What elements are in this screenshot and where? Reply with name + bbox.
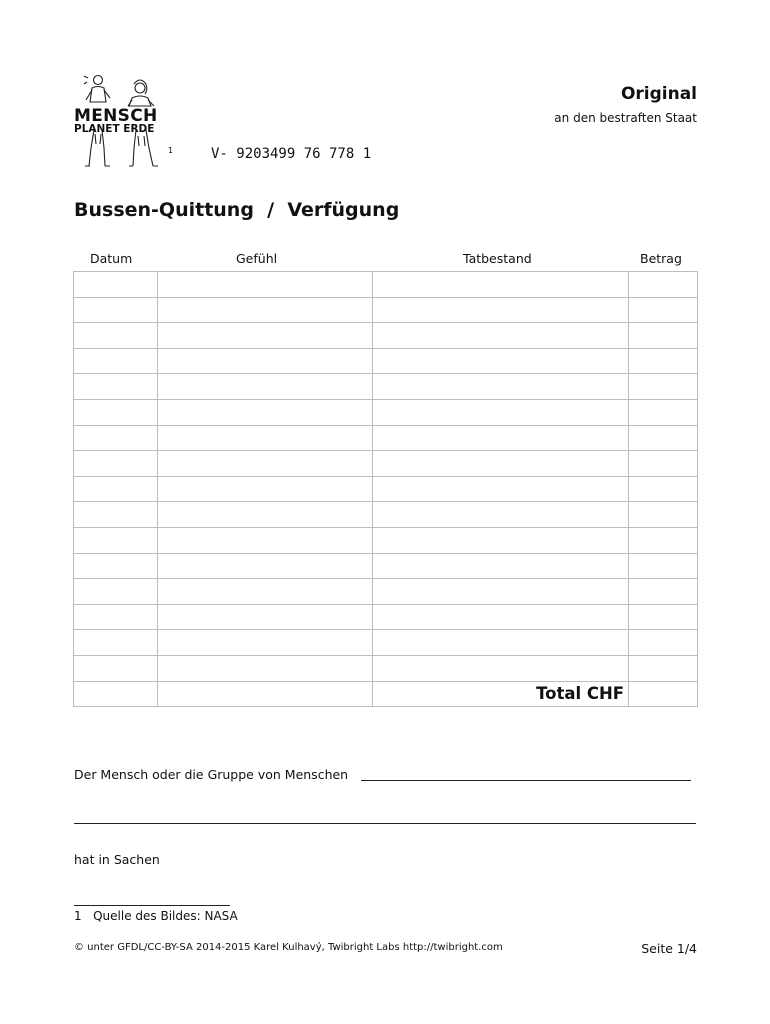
table-row: [74, 553, 698, 579]
table-cell-betrag[interactable]: [629, 604, 698, 630]
table-cell-betrag[interactable]: [629, 553, 698, 579]
table-cell-gefuehl[interactable]: [157, 630, 373, 656]
table-cell-gefuehl[interactable]: [157, 323, 373, 349]
table-cell-gefuehl[interactable]: [157, 527, 373, 553]
table-cell-gefuehl[interactable]: [157, 425, 373, 451]
recipient-label: an den bestraften Staat: [554, 111, 697, 125]
table-cell-gefuehl[interactable]: [157, 579, 373, 605]
table-cell-betrag[interactable]: [629, 451, 698, 477]
logo-subtitle: PLANET ERDE: [74, 123, 155, 135]
footnote-number: 1: [74, 909, 82, 923]
table-cell-betrag[interactable]: [629, 502, 698, 528]
table-cell-gefuehl[interactable]: [157, 502, 373, 528]
table-row: [74, 425, 698, 451]
table-row: [74, 630, 698, 656]
fine-table: [73, 271, 698, 707]
table-cell-betrag[interactable]: [629, 579, 698, 605]
table-cell-datum[interactable]: [74, 425, 158, 451]
table-cell-datum[interactable]: [74, 451, 158, 477]
table-cell-betrag[interactable]: [629, 425, 698, 451]
table-cell-tatbestand[interactable]: [373, 527, 629, 553]
table-cell-betrag[interactable]: [629, 297, 698, 323]
logo-footnote-mark: 1: [168, 146, 174, 155]
table-cell-betrag[interactable]: [629, 527, 698, 553]
footnote-divider: [74, 905, 230, 906]
table-cell-datum[interactable]: [74, 655, 158, 681]
footnote-text: Quelle des Bildes: NASA: [93, 909, 238, 923]
table-cell-tatbestand[interactable]: [373, 272, 629, 298]
table-cell-gefuehl[interactable]: [157, 272, 373, 298]
table-row: [74, 348, 698, 374]
page-number: Seite 1/4: [641, 941, 697, 956]
table-cell-betrag[interactable]: [629, 630, 698, 656]
table-cell-betrag[interactable]: [629, 272, 698, 298]
column-header-betrag: Betrag: [640, 251, 682, 266]
table-cell-datum[interactable]: [74, 399, 158, 425]
table-cell-gefuehl[interactable]: [157, 348, 373, 374]
column-header-gefuehl: Gefühl: [236, 251, 278, 266]
column-header-tatbestand: Tatbestand: [463, 251, 532, 266]
table-cell-tatbestand[interactable]: [373, 476, 629, 502]
table-cell-datum[interactable]: [74, 348, 158, 374]
table-row: [74, 502, 698, 528]
table-cell-gefuehl[interactable]: [157, 399, 373, 425]
column-header-datum: Datum: [90, 251, 133, 266]
table-row: [74, 297, 698, 323]
table-cell-datum[interactable]: [74, 681, 158, 707]
table-cell-datum[interactable]: [74, 502, 158, 528]
person-input-line-2[interactable]: [74, 823, 696, 824]
table-row: [74, 655, 698, 681]
table-cell-gefuehl[interactable]: [157, 476, 373, 502]
logo: [74, 72, 184, 172]
table-cell-datum[interactable]: [74, 374, 158, 400]
person-label: Der Mensch oder die Gruppe von Menschen: [74, 767, 349, 782]
table-cell-datum[interactable]: [74, 323, 158, 349]
table-cell-betrag[interactable]: [629, 348, 698, 374]
table-cell-gefuehl[interactable]: [157, 451, 373, 477]
table-cell-gefuehl[interactable]: [157, 553, 373, 579]
table-cell-betrag[interactable]: [629, 476, 698, 502]
table-cell-tatbestand[interactable]: [373, 579, 629, 605]
table-cell-tatbestand[interactable]: [373, 323, 629, 349]
table-cell-datum[interactable]: [74, 553, 158, 579]
table-cell-tatbestand[interactable]: [373, 451, 629, 477]
table-row: [74, 476, 698, 502]
table-cell-tatbestand[interactable]: [373, 399, 629, 425]
table-cell-datum[interactable]: [74, 527, 158, 553]
table-row: [74, 451, 698, 477]
table-cell-betrag[interactable]: [629, 323, 698, 349]
table-cell-tatbestand[interactable]: [373, 655, 629, 681]
page-title: Bussen-Quittung / Verfügung: [74, 199, 400, 221]
table-cell-betrag[interactable]: [629, 374, 698, 400]
table-cell-datum[interactable]: [74, 604, 158, 630]
table-cell-tatbestand[interactable]: [373, 604, 629, 630]
copyright-notice: © unter GFDL/CC-BY-SA 2014-2015 Karel Kulhavý, Twibright Labs http://twibright.com: [74, 942, 503, 953]
table-cell-gefuehl[interactable]: [157, 374, 373, 400]
table-cell-tatbestand[interactable]: [373, 502, 629, 528]
matter-label: hat in Sachen: [74, 852, 160, 867]
table-cell-gefuehl[interactable]: [157, 681, 373, 707]
table-cell-tatbestand[interactable]: [373, 348, 629, 374]
table-cell-datum[interactable]: [74, 272, 158, 298]
table-cell-tatbestand[interactable]: [373, 297, 629, 323]
table-cell-datum[interactable]: [74, 297, 158, 323]
table-cell-tatbestand[interactable]: [373, 553, 629, 579]
table-row: [74, 374, 698, 400]
table-row: [74, 681, 698, 707]
copy-label: Original: [620, 84, 697, 104]
total-amount-cell[interactable]: [629, 681, 698, 707]
table-cell-datum[interactable]: [74, 476, 158, 502]
table-cell-datum[interactable]: [74, 579, 158, 605]
reference-number: V- 9203499 76 778 1: [211, 146, 372, 162]
table-row: [74, 272, 698, 298]
table-row: [74, 399, 698, 425]
person-input-line[interactable]: [361, 780, 691, 781]
table-row: [74, 527, 698, 553]
logo-title: MENSCH: [74, 106, 158, 126]
table-cell-betrag[interactable]: [629, 399, 698, 425]
table-cell-gefuehl[interactable]: [157, 297, 373, 323]
table-cell-betrag[interactable]: [629, 655, 698, 681]
table-cell-datum[interactable]: [74, 630, 158, 656]
table-row: [74, 604, 698, 630]
table-cell-tatbestand[interactable]: [373, 374, 629, 400]
footnote: [74, 909, 238, 923]
total-label: Total CHF: [373, 681, 629, 707]
table-row: [74, 323, 698, 349]
table-row: [74, 579, 698, 605]
table-cell-tatbestand[interactable]: [373, 630, 629, 656]
table-cell-gefuehl[interactable]: [157, 604, 373, 630]
table-cell-gefuehl[interactable]: [157, 655, 373, 681]
table-cell-tatbestand[interactable]: [373, 425, 629, 451]
